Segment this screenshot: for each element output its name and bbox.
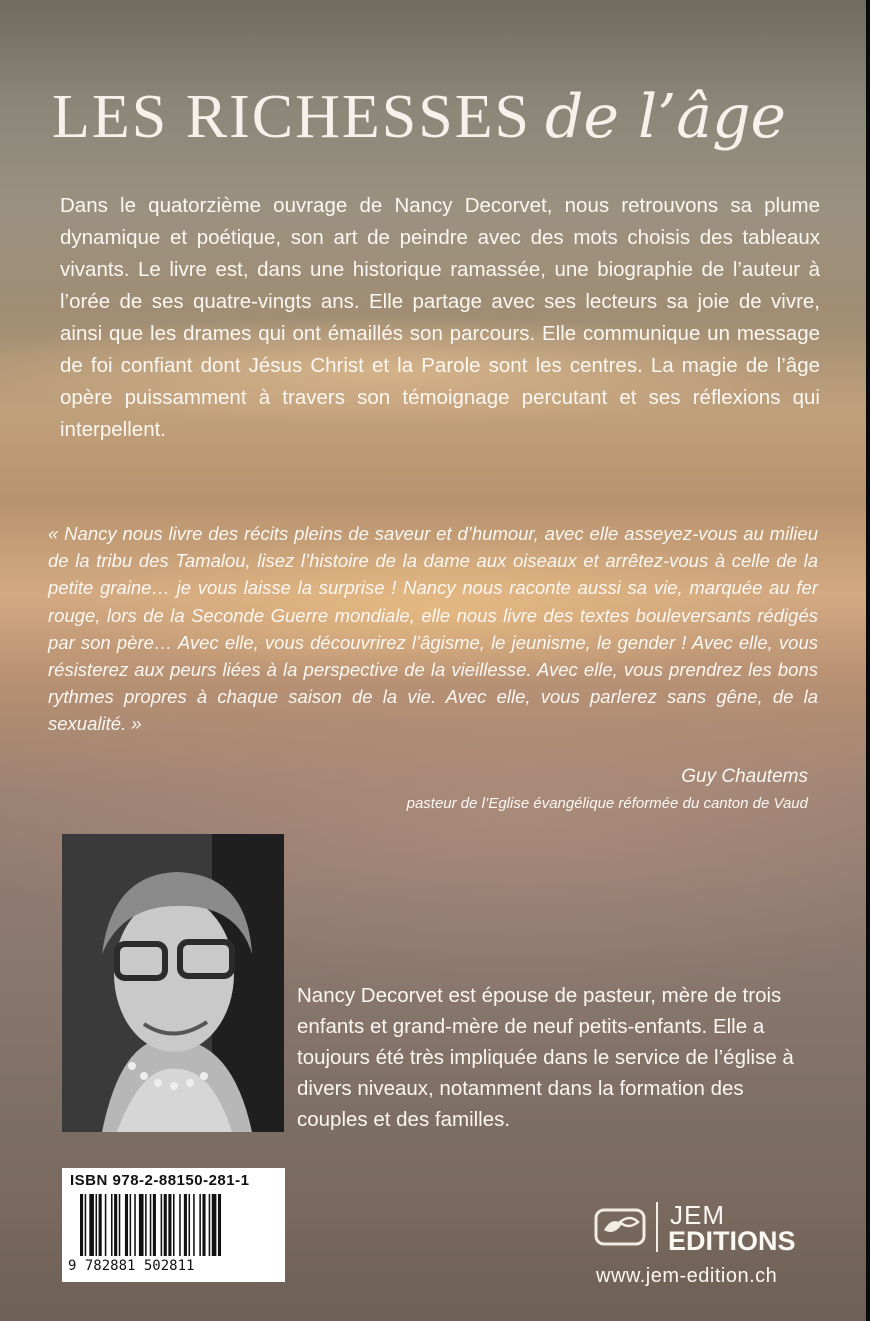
title-main: LES RICHESSES <box>52 83 532 151</box>
isbn-barcode <box>62 1168 285 1282</box>
publisher-name-line1: JEM <box>670 1200 725 1230</box>
barcode-digits: 9 782881 502811 <box>68 1258 195 1274</box>
author-photo <box>62 834 284 1132</box>
publisher-divider <box>656 1202 658 1252</box>
title-script: de l’âge <box>545 82 786 152</box>
quote-author-role: pasteur de l’Eglise évangélique réformée du canton de Vaud <box>406 795 808 812</box>
intro-text: Dans le quatorzième ouvrage de Nancy Decorvet, nous retrouvons sa plume dynamique et poétique, son art de peindre avec des mots choisis des tableaux vivants. Le livre est, dans une historique ramassée, une biographie de l’auteur à l’orée de ses quatre-vingts ans. Elle partage avec ses lecteurs sa joie de vivre, ainsi que les drames qui ont émaillés son parcours. Elle communique un message de foi confiant dont Jésus Christ et la Parole sont les centres. La magie de l’âge opère puissamment à travers son témoignage percutant et ses réflexions qui interpellent. <box>60 194 820 441</box>
author-portrait-illustration <box>62 834 284 1132</box>
isbn-label: ISBN 978-2-88150-281-1 <box>70 1172 250 1189</box>
publisher-url: www.jem-edition.ch <box>596 1265 778 1287</box>
jem-logo-icon <box>594 1206 646 1248</box>
quote-text: « Nancy nous livre des récits pleins de saveur et d’humour, avec elle asseyez-vous au milieu de la tribu des Tamalou, lisez l’histoire de la dame aux oiseaux et arrêtez-vous à celle de la petite graine… je vous laisse la surprise ! Nancy nous raconte aussi sa vie, marquée au fer rouge, lors de la Seconde Guerre mondiale, elle nous livre des textes bouleversants rédigés par son père… Avec elle, vous découvrirez l’âgisme, le jeunisme, le gender ! Avec elle, vous résisterez aux peurs liées à la perspective de la vieillesse. Avec elle, vous prendrez les bons rythmes propres à chaque saison de la vie. Avec elle, vous parlerez sans gêne, de la sexualité. » <box>48 523 818 735</box>
book-title <box>52 82 832 153</box>
barcode-icon <box>80 1194 270 1256</box>
publisher-logo <box>594 1198 824 1268</box>
author-bio: Nancy Decorvet est épouse de pasteur, mère de trois enfants et grand-mère de neuf petits-enfants. Elle a toujours été très impliquée dans le service de l’église à divers niveaux, notamment dans la formation des couples et des familles. <box>297 984 794 1131</box>
publisher-name-line2: EDITIONS <box>668 1226 796 1256</box>
intro-paragraph <box>60 190 820 446</box>
quote-author: Guy Chautems <box>681 766 808 787</box>
